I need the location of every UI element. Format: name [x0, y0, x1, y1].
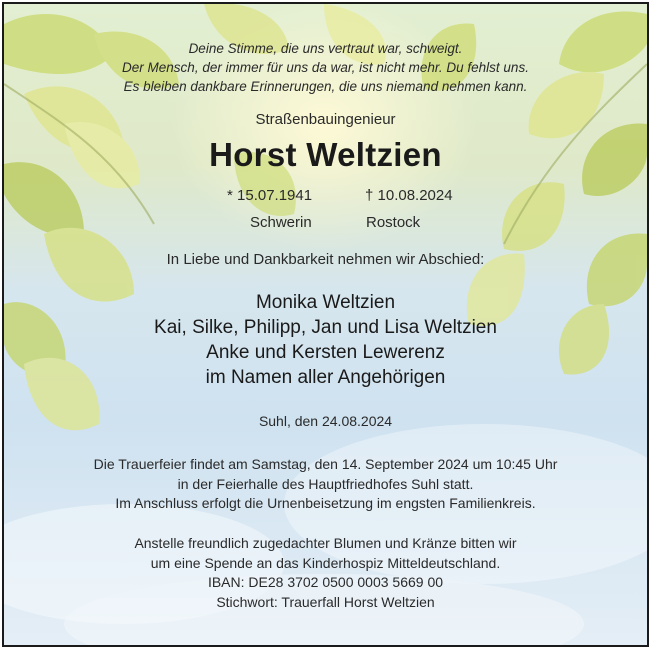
place-date-line: Suhl, den 24.08.2024 — [258, 413, 393, 429]
mourners-list — [4, 290, 647, 390]
mourner-line: Monika Weltzien — [255, 292, 396, 313]
donation-line: um eine Spende an das Kinderhospiz Mitteldeutschland. — [150, 554, 501, 571]
donation-iban: IBAN: DE28 3702 0500 0003 5669 00 — [207, 574, 444, 590]
mourner-line: Anke und Kersten Lewerenz — [206, 342, 445, 363]
service-line: Im Anschluss erfolgt die Urnenbeisetzung im engsten Familienkreis. — [115, 495, 536, 511]
donation-line: Anstelle freundlich zugedachter Blumen und Kränze bitten wir — [134, 535, 517, 551]
obituary-card — [2, 2, 649, 647]
donation-keyword: Stichwort: Trauerfall Horst Weltzien — [216, 593, 435, 610]
farewell-intro: In Liebe und Dankbarkeit nehmen wir Abschied: — [166, 251, 485, 268]
death-date: † 10.08.2024 — [365, 187, 453, 204]
mourner-line: im Namen aller Angehörigen — [205, 367, 446, 388]
motto-line: Es bleiben dankbare Erinnerungen, die uns niemand nehmen kann. — [123, 79, 528, 94]
mourner-line: Kai, Silke, Philipp, Jan und Lisa Weltzien — [154, 317, 497, 338]
funeral-service-info — [4, 455, 647, 514]
birth-date: * 15.07.1941 — [227, 187, 313, 204]
death-place: Rostock — [366, 214, 421, 231]
motto-line: Der Mensch, der immer für uns da war, ist nicht mehr. Du fehlst uns. — [122, 60, 529, 75]
motto-line: Deine Stimme, die uns vertraut war, schweigt. — [188, 41, 463, 56]
motto-verse — [4, 39, 647, 96]
deceased-name: Horst Weltzien — [209, 136, 442, 173]
service-line: in der Feierhalle des Hauptfriedhofes Suhl statt. — [177, 475, 474, 492]
birth-place: Schwerin — [250, 214, 312, 231]
service-line: Die Trauerfeier findet am Samstag, den 14. September 2024 um 10:45 Uhr — [93, 456, 558, 472]
profession: Straßenbauingenieur — [255, 111, 396, 128]
donation-info — [4, 534, 647, 612]
